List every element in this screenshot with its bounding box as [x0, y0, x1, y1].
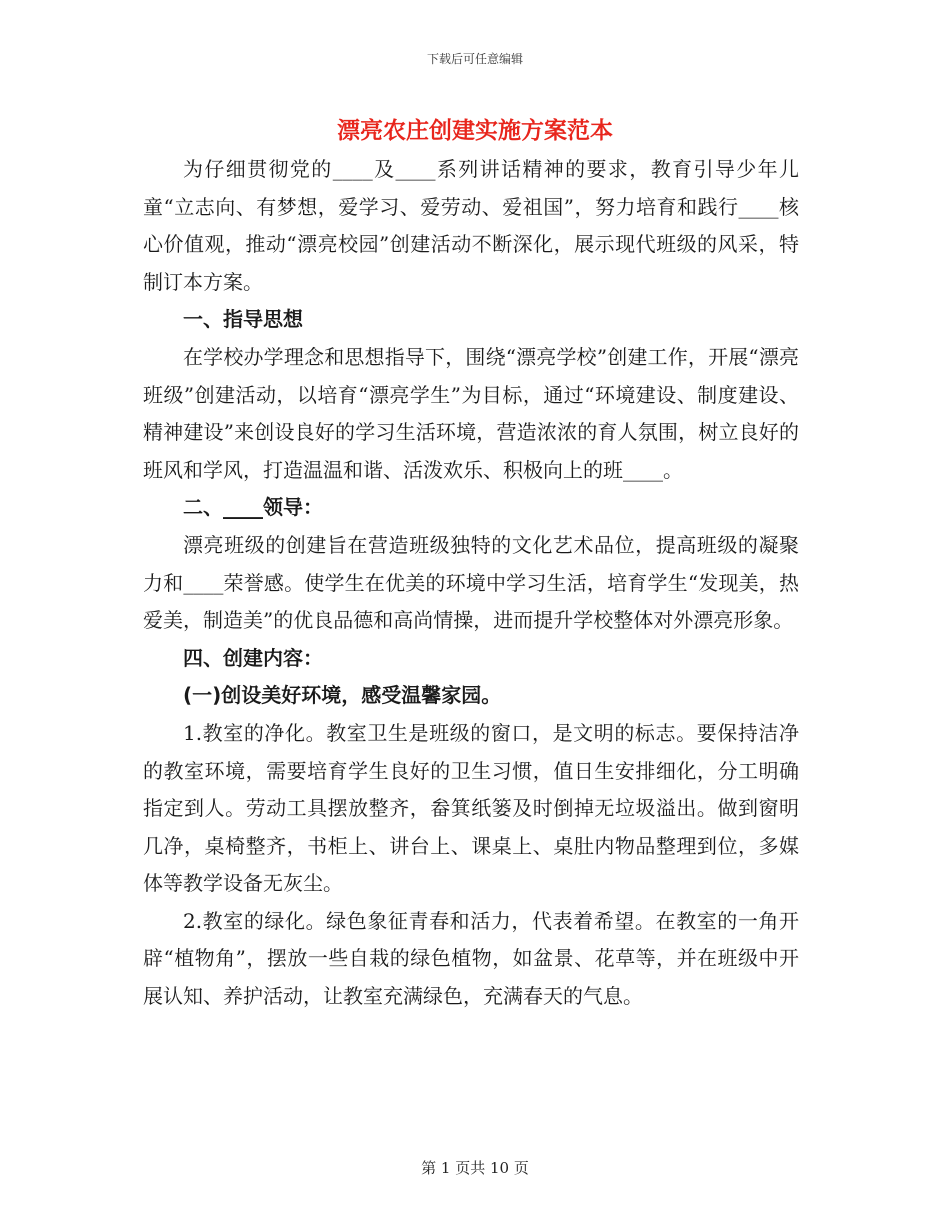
document-title: 漂亮农庄创建实施方案范本	[337, 117, 613, 144]
classroom-cleaning-paragraph: 1.教室的净化。教室卫生是班级的窗口，是文明的标志。要保持洁净的教室环境，需要培育学生良好的卫生习惯，值日生安排细化，分工明确指定到人。劳动工具摆放整齐，畚箕纸篓及时倒掉无垃圾溢出。做到窗明几净，桌椅整齐，书柜上、讲台上、课桌上、桌肚内物品整理到位，多媒体等教学设备无灰尘。	[143, 720, 799, 896]
page-header-note: 下载后可任意编辑	[426, 52, 523, 66]
intro-paragraph: 为仔细贯彻党的____及____系列讲话精神的要求，教育引导少年儿童“立志向、有梦想，爱学习、爱劳动、爱祖国”，努力培育和践行____核心价值观，推动“漂亮校园”创建活动不断深化，展示现代班级的风采，特制订本方案。	[143, 157, 799, 294]
section-heading-content: 四、创建内容：	[183, 645, 323, 670]
classroom-greening-paragraph: 2.教室的绿化。绿色象征青春和活力，代表着希望。在教室的一角开辟“植物角”，摆放一些自栽的绿色植物，如盆景、花草等，并在班级中开展认知、养护活动，让教室充满绿色，充满春天的气息。	[143, 908, 799, 1009]
subsection-heading-environment: (一)创设美好环境，感受温馨家园。	[183, 683, 502, 708]
section-heading-guiding-thought: 一、指导思想	[183, 307, 303, 332]
page-number-footer: 第 1 页共 10 页	[421, 1159, 529, 1177]
leadership-paragraph: 漂亮班级的创建旨在营造班级独特的文化艺术品位，提高班级的凝聚力和____荣誉感。使学生在优美的环境中学习生活，培育学生“发现美，热爱美，制造美”的优良品德和高尚情操，进而提升学校整体对外漂亮形象。	[143, 532, 799, 633]
section-heading-leadership: 二、____领导：	[183, 495, 323, 520]
guiding-thought-paragraph: 在学校办学理念和思想指导下，围绕“漂亮学校”创建工作，开展“漂亮班级”创建活动，以培育“漂亮学生”为目标，通过“环境建设、制度建设、精神建设”来创设良好的学习生活环境，营造浓浓的育人氛围，树立良好的班风和学风，打造温温和谐、活泼欢乐、积极向上的班____。	[143, 344, 799, 482]
document-body	[143, 151, 799, 1016]
